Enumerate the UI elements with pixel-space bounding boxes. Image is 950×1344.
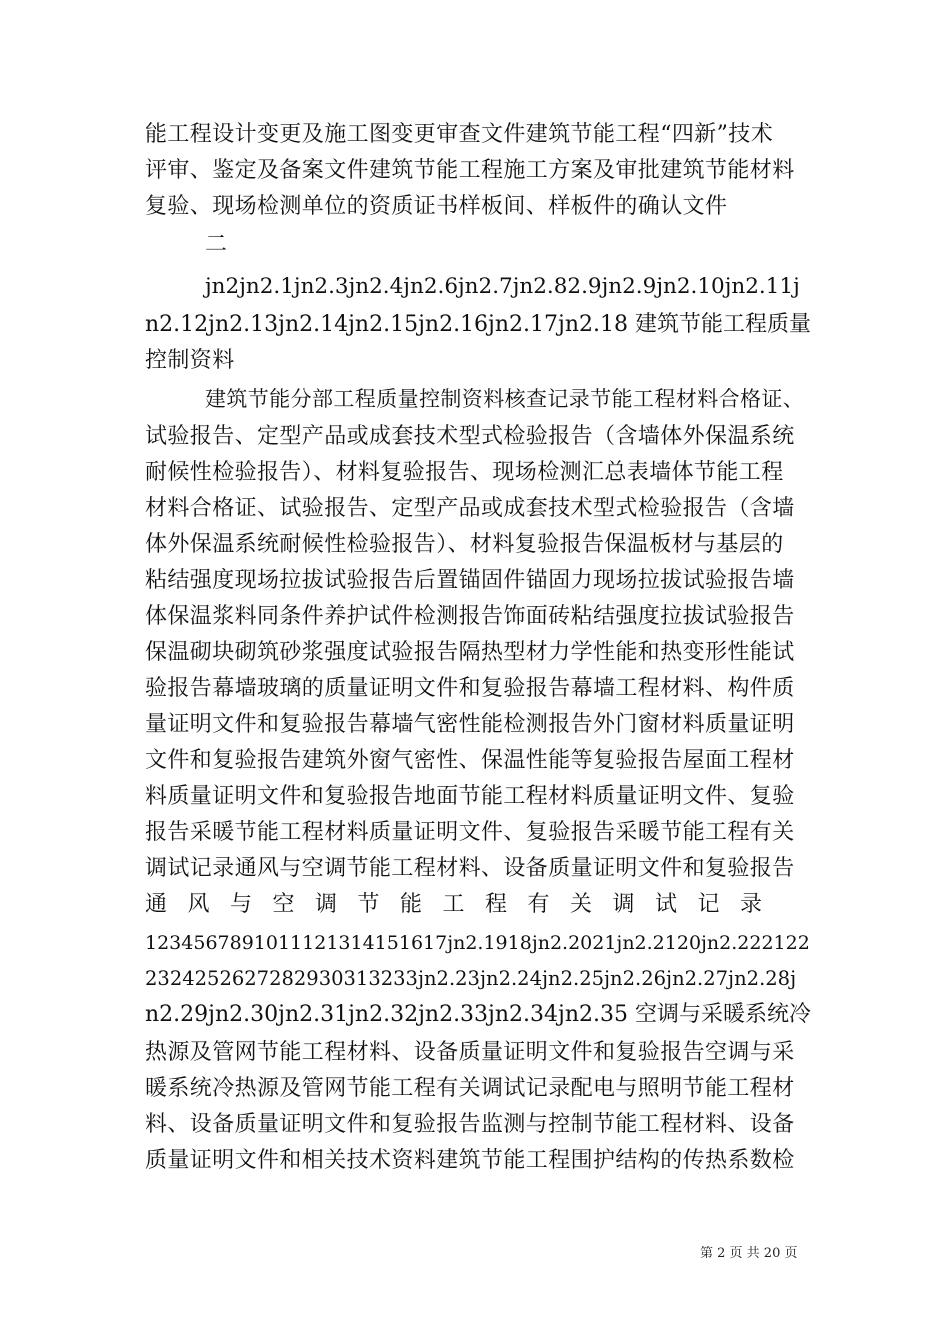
text-line: 料、设备质量证明文件和复验报告监测与控制节能工程材料、设备 bbox=[145, 1112, 795, 1137]
text-line: 通风与空调节能工程有关调试记录 bbox=[145, 892, 783, 917]
text-line: 材料合格证、试验报告、定型产品或成套技术型式检验报告（含墙 bbox=[145, 496, 795, 521]
page-number: 第 2 页 共 20 页 bbox=[700, 1246, 798, 1261]
text-line: 热源及管网节能工程材料、设备质量证明文件和复验报告空调与采 bbox=[145, 1040, 795, 1065]
text-line: 质量证明文件和相关技术资料建筑节能工程围护结构的传热系数检 bbox=[145, 1148, 795, 1173]
text-line: jn2jn2.1jn2.3jn2.4jn2.6jn2.7jn2.82.9jn2.9jn2.10jn2.11j bbox=[205, 274, 800, 299]
text-line: n2.12jn2.13jn2.14jn2.15jn2.16jn2.17jn2.18 建筑节能工程质量 bbox=[145, 312, 811, 337]
text-line: 调试记录通风与空调节能工程材料、设备质量证明文件和复验报告 bbox=[145, 856, 795, 881]
text-line: 1234567891011121314151617jn2.1918jn2.2021jn2.2120jn2.222122 bbox=[145, 932, 810, 954]
text-line: 报告采暖节能工程材料质量证明文件、复验报告采暖节能工程有关 bbox=[145, 820, 795, 845]
text-line: 复验、现场检测单位的资质证书样板间、样板件的确认文件 bbox=[145, 194, 728, 219]
text-line: 量证明文件和复验报告幕墙气密性能检测报告外门窗材料质量证明 bbox=[145, 712, 795, 737]
text-line: 耐候性检验报告）、材料复验报告、现场检测汇总表墙体节能工程 bbox=[145, 460, 784, 485]
text-line: 验报告幕墙玻璃的质量证明文件和复验报告幕墙工程材料、构件质 bbox=[145, 676, 795, 701]
text-line: 评审、鉴定及备案文件建筑节能工程施工方案及审批建筑节能材料 bbox=[145, 158, 795, 183]
text-line: 2324252627282930313233jn2.23jn2.24jn2.25jn2.26jn2.27jn2.28j bbox=[145, 967, 797, 990]
text-line: 控制资料 bbox=[145, 348, 235, 373]
text-line: 体外保温系统耐候性检验报告）、材料复验报告保温板材与基层的 bbox=[145, 532, 784, 557]
text-line: 体保温浆料同条件养护试件检测报告饰面砖粘结强度拉拔试验报告 bbox=[145, 604, 795, 629]
text-line: 建筑节能分部工程质量控制资料核查记录节能工程材料合格证、 bbox=[205, 387, 805, 411]
text-line: 暖系统冷热源及管网节能工程有关调试记录配电与照明节能工程材 bbox=[145, 1076, 795, 1101]
text-line: 文件和复验报告建筑外窗气密性、保温性能等复验报告屋面工程材 bbox=[145, 748, 795, 773]
text-line: 料质量证明文件和复验报告地面节能工程材料质量证明文件、复验 bbox=[145, 784, 795, 809]
section-number: 二 bbox=[205, 232, 228, 257]
text-line: 能工程设计变更及施工图变更审查文件建筑节能工程“四新”技术 bbox=[145, 122, 774, 147]
text-line: 保温砌块砌筑砂浆强度试验报告隔热型材力学性能和热变形性能试 bbox=[145, 640, 795, 665]
text-line: n2.29jn2.30jn2.31jn2.32jn2.33jn2.34jn2.35 空调与采暖系统冷 bbox=[145, 1002, 811, 1027]
text-line: 试验报告、定型产品或成套技术型式检验报告（含墙体外保温系统 bbox=[145, 424, 795, 449]
text-line: 粘结强度现场拉拔试验报告后置锚固件锚固力现场拉拔试验报告墙 bbox=[145, 568, 795, 593]
